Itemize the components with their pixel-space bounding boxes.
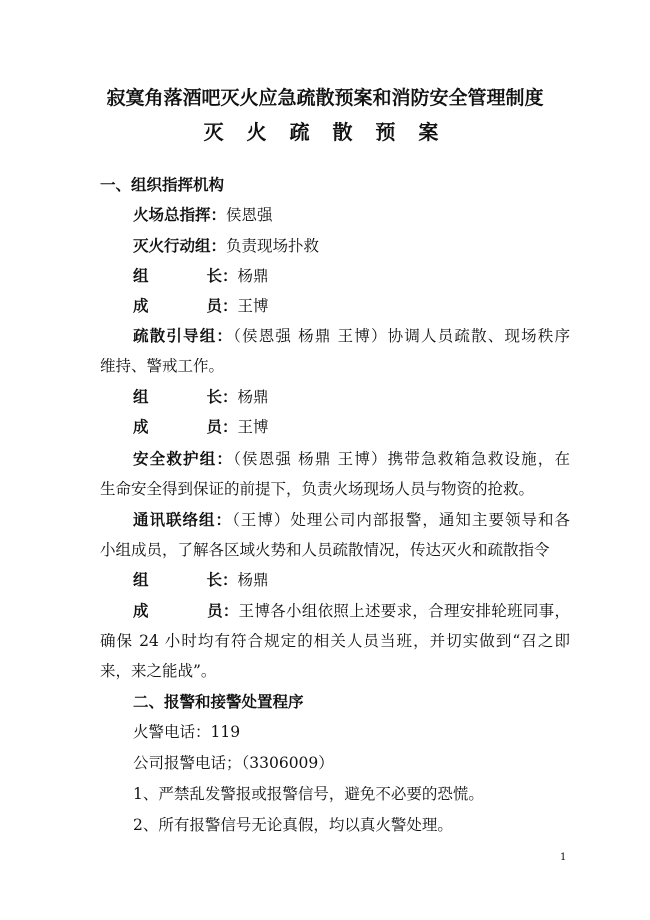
evac-leader-label-b: 长： (206, 387, 238, 406)
fire-leader-line (133, 266, 603, 286)
evac-group-label: 疏散引导组： (133, 326, 234, 345)
commander-line (133, 205, 603, 225)
fire-leader-label-a: 组 (133, 266, 149, 285)
comm-leader-label-a: 组 (133, 570, 149, 589)
fire-leader-value: 杨鼎 (237, 267, 269, 285)
fire-member-label-a: 成 (133, 296, 149, 315)
comm-leader-value: 杨鼎 (237, 571, 269, 589)
comm-member-label-a: 成 (133, 601, 149, 620)
comm-group-label: 通讯联络组： (133, 510, 233, 529)
evac-member-value: 王博 (237, 418, 269, 436)
evac-group-value-line1: （侯恩强 杨鼎 王博）协调人员疏散、现场秩序 (233, 327, 570, 345)
rule-1: 1、严禁乱发警报或报警信号，避免不必要的恐慌。 (133, 785, 484, 803)
evac-member-label-a: 成 (133, 417, 149, 436)
fire-leader-label-b: 长： (206, 266, 238, 285)
fire-group-value: 负责现场扑救 (226, 237, 320, 255)
comm-group-line1 (133, 510, 570, 530)
section2-heading: 二、报警和接警处置程序 (133, 692, 304, 711)
section1-heading: 一、组织指挥机构 (100, 175, 225, 194)
fire-group-label: 灭火行动组： (133, 236, 227, 255)
evac-group-value-line2: 维持、警戒工作。 (100, 357, 225, 375)
comm-member-value-line1: 王博各小组依照上述要求，合理安排轮班同事， (238, 602, 570, 620)
comm-member-value-line2: 确保 24 小时均有符合规定的相关人员当班，并切实做到“召之即 (100, 632, 570, 650)
evac-leader-line (133, 387, 603, 407)
fire-member-line (133, 296, 603, 316)
comm-member-label-b: 员： (206, 601, 239, 620)
comm-group-value-line1: （王博）处理公司内部报警，通知主要领导和各 (232, 511, 570, 529)
evac-leader-value: 杨鼎 (237, 388, 269, 406)
evac-member-label-b: 员： (206, 417, 238, 436)
comm-group-value-line2: 小组成员，了解各区域火势和人员疏散情况，传达灭火和疏散指令 (100, 541, 550, 559)
evac-leader-label-a: 组 (133, 387, 149, 406)
fire-phone-line: 火警电话：119 (133, 723, 241, 741)
rescue-group-value-line2: 生命安全得到保证的前提下，负责火场现场人员与物资的抢救。 (100, 480, 535, 498)
rule-2: 2、所有报警信号无论真假，均以真火警处理。 (133, 816, 453, 834)
page-number: 1 (560, 852, 567, 863)
rescue-group-line1 (133, 449, 570, 469)
fire-member-label-b: 员： (206, 296, 238, 315)
commander-label: 火场总指挥： (133, 205, 227, 224)
comm-member-value-line3: 来，来之能战”。 (100, 662, 217, 680)
document-subtitle: 灭 火 疏 散 预 案 (203, 120, 447, 144)
fire-group-line (133, 236, 603, 256)
evac-group-line1 (133, 326, 570, 346)
evac-member-line (133, 417, 603, 437)
fire-member-value: 王博 (237, 297, 269, 315)
comm-leader-label-b: 长： (206, 570, 238, 589)
comm-leader-line (133, 570, 603, 590)
rescue-group-label: 安全救护组： (133, 449, 234, 468)
comm-member-line1 (133, 601, 570, 621)
commander-value: 侯恩强 (226, 206, 273, 224)
document-title: 寂寞角落酒吧灭火应急疏散预案和消防安全管理制度 (106, 87, 544, 109)
rescue-group-value-line1: （侯恩强 杨鼎 王博）携带急救箱急救设施，在 (233, 450, 570, 468)
company-phone-line: 公司报警电话；（3306009） (133, 754, 334, 772)
